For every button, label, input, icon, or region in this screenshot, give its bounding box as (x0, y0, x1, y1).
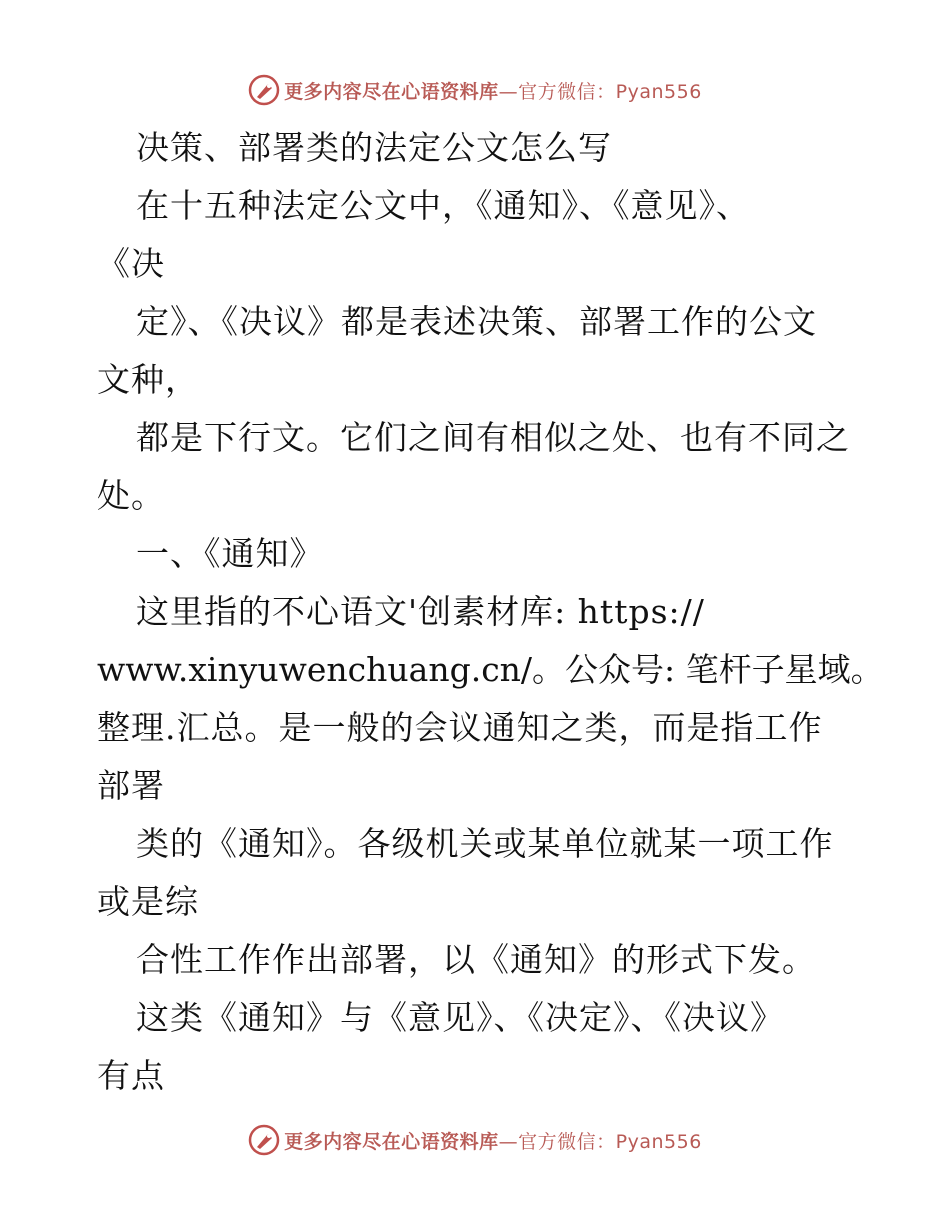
paragraph-line: 定》、《决议》都是表述决策、部署工作的公文 (136, 302, 817, 341)
paragraph-line: 整理.汇总。是一般的会议通知之类，而是指工作 (97, 708, 823, 747)
watermark-contact-text: 官方微信：Pyan556 (518, 80, 702, 103)
paragraph-line: 这类《通知》与《意见》、《决定》、《决议》 (136, 998, 784, 1037)
paragraph-line: www.xinyuwenchuang.cn/。公众号: 笔杆子星域。 (97, 650, 884, 689)
paragraph-line: 《决 (97, 244, 165, 283)
paragraph-line: 部署 (97, 766, 165, 805)
section-heading: 一、《通知》 (136, 534, 324, 573)
paragraph-line: 这里指的不心语文'创素材库: https:// (136, 592, 705, 631)
watermark-main-text: 更多内容尽在心语资料库 (284, 1130, 499, 1153)
paragraph-line: 都是下行文。它们之间有相似之处、也有不同之 (136, 418, 850, 457)
paragraph-line: 有点 (97, 1056, 165, 1095)
paragraph-line: 或是综 (97, 882, 199, 921)
paragraph-line: 处。 (97, 476, 165, 515)
watermark-dash: — (498, 80, 519, 103)
pen-logo-icon (248, 74, 280, 106)
pen-logo-icon (248, 1124, 280, 1156)
watermark-contact-text: 官方微信：Pyan556 (518, 1130, 702, 1153)
paragraph-line: 类的《通知》。各级机关或某单位就某一项工作 (136, 824, 834, 863)
document-title: 决策、部署类的法定公文怎么写 (136, 128, 612, 167)
watermark-dash: — (498, 1130, 519, 1153)
paragraph-line: 在十五种法定公文中，《通知》、《意见》、 (136, 186, 750, 225)
footer-watermark (0, 1120, 950, 1160)
watermark-main-text: 更多内容尽在心语资料库 (284, 80, 499, 103)
paragraph-line: 合性工作作出部署，以《通知》的形式下发。 (136, 940, 816, 979)
paragraph-line: 文种， (97, 360, 199, 399)
header-watermark (0, 70, 950, 110)
